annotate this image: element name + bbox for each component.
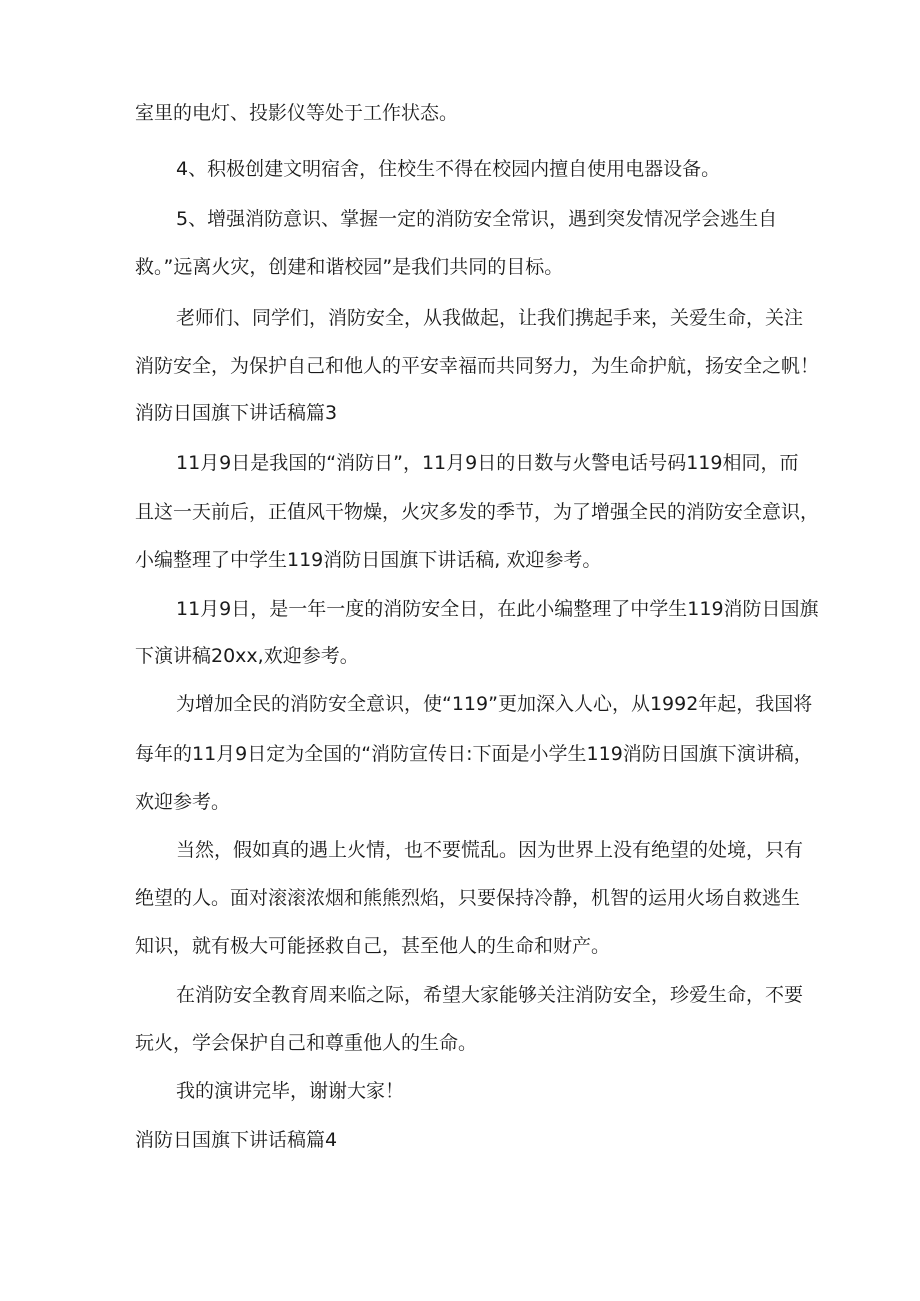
text-line: 每年的11月9日定为全国的“消防宣传日:下面是小学生119消防日国旗下演讲稿， — [135, 743, 813, 765]
text-line: 老师们、同学们，消防安全，从我做起，让我们携起手来，关爱生命，关注 — [176, 307, 804, 329]
text-line: 救。”远离火灾，创建和谐校园”是我们共同的目标。 — [135, 256, 564, 278]
section-heading: 消防日国旗下讲话稿篇3 — [135, 402, 338, 424]
text-line: 知识，就有极大可能拯救自己，甚至他人的生命和财产。 — [135, 935, 611, 957]
text-line: 绝望的人。面对滚滚浓烟和熊熊烈焰，只要保持冷静，机智的运用火场自救逃生 — [135, 887, 801, 909]
section-heading: 消防日国旗下讲话稿篇4 — [135, 1129, 338, 1151]
text-line: 5、增强消防意识、掌握一定的消防安全常识，遇到突发情况学会逃生自 — [176, 208, 778, 230]
text-line: 消防安全，为保护自己和他人的平安幸福而共同努力，为生命护航，扬安全之帆！ — [135, 355, 820, 377]
text-line: 为增加全民的消防安全意识，使“119”更加深入人心，从1992年起，我国将 — [176, 693, 813, 715]
text-line: 室里的电灯、投影仪等处于工作状态。 — [135, 102, 459, 124]
text-line: 11月9日，是一年一度的消防安全日，在此小编整理了中学生119消防日国旗 — [176, 598, 819, 620]
text-line: 当然，假如真的遇上火情，也不要慌乱。因为世界上没有绝望的处境，只有 — [176, 839, 804, 861]
text-line: 我的演讲完毕，谢谢大家！ — [176, 1080, 405, 1102]
text-line: 4、积极创建文明宿舍，住校生不得在校园内擅自使用电器设备。 — [176, 158, 721, 180]
text-line: 且这一天前后，正值风干物燥，火灾多发的季节，为了增强全民的消防安全意识， — [135, 501, 820, 523]
text-line: 欢迎参考。 — [135, 791, 231, 813]
text-line: 小编整理了中学生119消防日国旗下讲话稿, 欢迎参考。 — [135, 549, 602, 571]
text-line: 11月9日是我国的“消防日”，11月9日的日数与火警电话号码119相同，而 — [176, 452, 799, 474]
text-line: 下演讲稿20xx,欢迎参考。 — [135, 645, 359, 667]
text-line: 在消防安全教育周来临之际，希望大家能够关注消防安全，珍爱生命，不要 — [176, 984, 804, 1006]
text-line: 玩火，学会保护自己和尊重他人的生命。 — [135, 1032, 478, 1054]
